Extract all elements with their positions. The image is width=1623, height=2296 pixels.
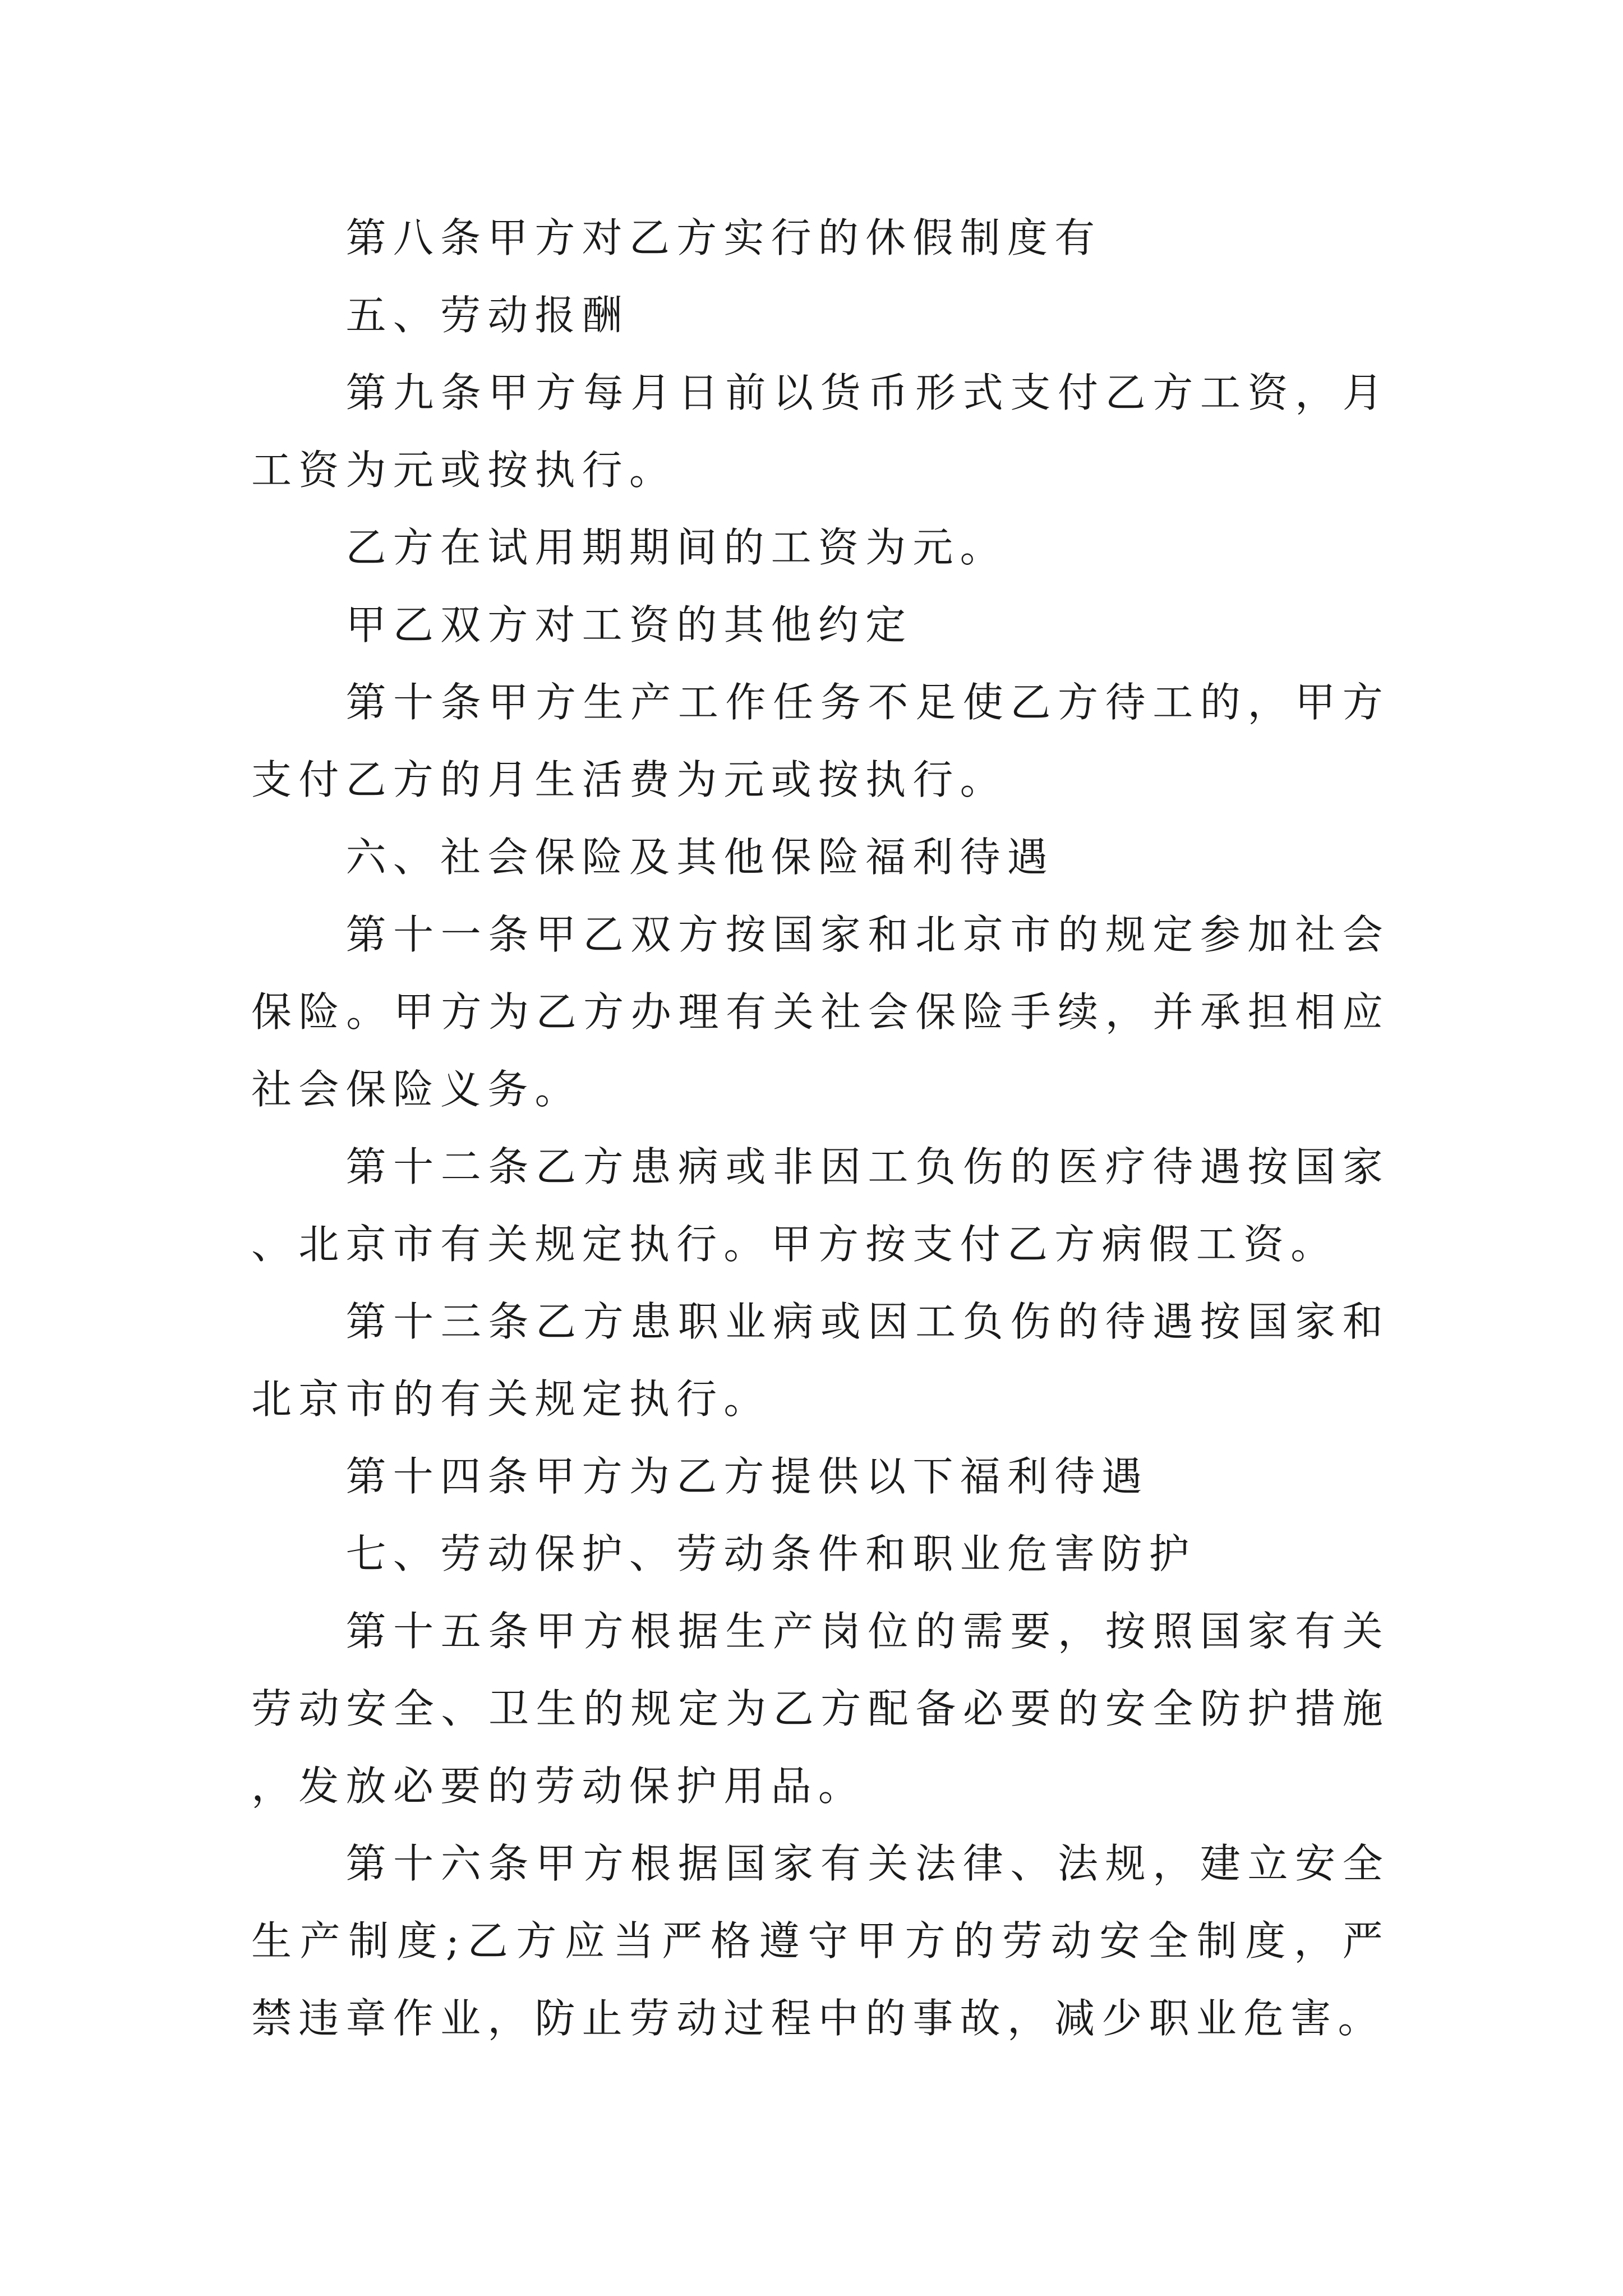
paragraph-article-14: 第十四条甲方为乙方提供以下福利待遇: [345, 1453, 1149, 1500]
paragraph-article-12: 第十二条乙方患病或非因工负伤的医疗待遇按国家、北京市有关规定执行。甲方按支付乙方病假工资。: [251, 1143, 1390, 1268]
paragraph-article-13: 第十三条乙方患职业病或因工负伤的待遇按国家和北京市的有关规定执行。: [251, 1298, 1390, 1423]
paragraph-probation-wage: 乙方在试用期期间的工资为元。: [345, 524, 1007, 571]
contract-body: [251, 199, 1390, 2057]
heading-section-6: 六、社会保险及其他保险福利待遇: [345, 834, 1055, 881]
heading-section-7: 七、劳动保护、劳动条件和职业危害防护: [345, 1530, 1196, 1577]
paragraph-article-10: 第十条甲方生产工作任务不足使乙方待工的，甲方支付乙方的月生活费为元或按执行。: [251, 679, 1390, 803]
heading-section-5: 五、劳动报酬: [345, 292, 629, 339]
paragraph-article-11: 第十一条甲乙双方按国家和北京市的规定参加社会保险。甲方为乙方办理有关社会保险手续，并承担相应社会保险义务。: [251, 911, 1390, 1113]
paragraph-article-8: 第八条甲方对乙方实行的休假制度有: [345, 214, 1102, 261]
paragraph-other-wage-terms: 甲乙双方对工资的其他约定: [345, 601, 913, 648]
paragraph-article-16: 第十六条甲方根据国家有关法律、法规，建立安全生产制度;乙方应当严格遵守甲方的劳动安全制度，严禁违章作业，防止劳动过程中的事故，减少职业危害。: [251, 1840, 1390, 2042]
paragraph-article-15: 第十五条甲方根据生产岗位的需要，按照国家有关劳动安全、卫生的规定为乙方配备必要的安全防护措施，发放必要的劳动保护用品。: [251, 1608, 1390, 1810]
paragraph-article-9: 第九条甲方每月日前以货币形式支付乙方工资，月工资为元或按执行。: [251, 369, 1390, 494]
